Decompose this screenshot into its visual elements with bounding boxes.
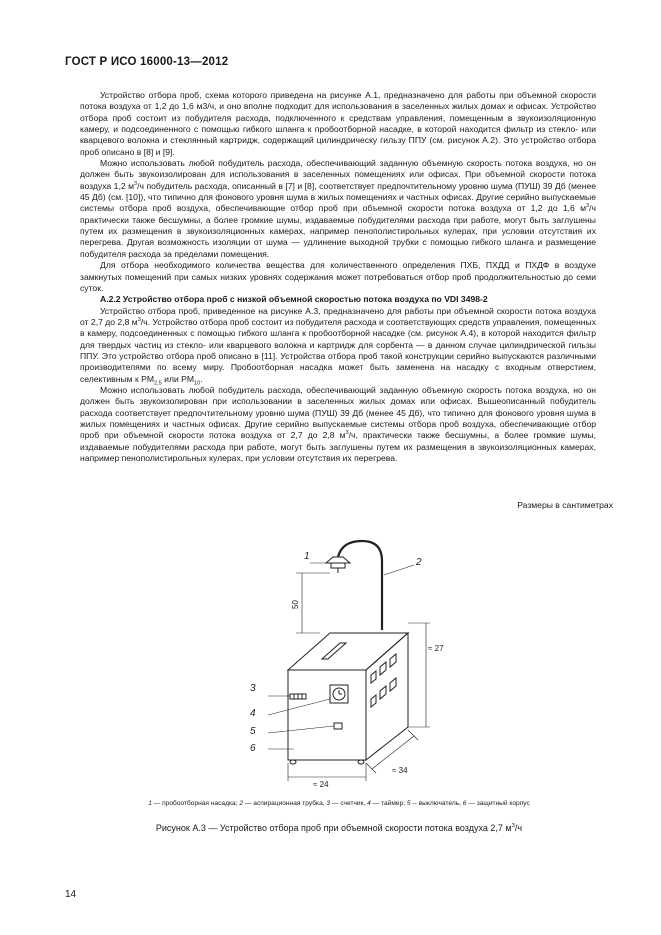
sampling-head bbox=[326, 557, 350, 573]
figure-caption: Рисунок А.3 — Устройство отбора проб при объемной скорости потока воздуха 2,7 $м^3/ч$ bbox=[155, 823, 523, 833]
dim-label-24: ≈ 24 bbox=[313, 780, 329, 789]
dimension-50 bbox=[296, 573, 330, 633]
counter-display bbox=[290, 694, 306, 699]
sampler-drawing bbox=[230, 535, 450, 795]
timer-dial bbox=[330, 685, 348, 703]
paragraph: Устройство отбора проб, приведенное на рисунке А.3, предназначено для работы при объемной скорости потока воздуха от 2,7 до 2,8 $м^3/ч$. Устройство отбора проб состоит из побудителя расхода и соответствующих средств управления, помещенных в камеру, подсоединенных с помощью гибкого шланга к пробоотборной насадке (см. рисунок А.4), в которой находится фильтр для твердых частиц из стекло- или кварцевого волокна и картридж для сорбента — в данном случае цилиндрической гильзы ППУ. Это устройство отбора проб описано в [11]. Устройства отбора проб такой конструкции серийно выпускаются различными производителями по всему миру. Пробоотборная насадка может быть заменена на насадку с входным отверстием, селективным к $PM_{2,5}$ или $PM_{10}$. bbox=[80, 305, 596, 387]
figure-legend: 1 — пробоотборная насадка; 2 — аспирационная трубка, 3 — счетчик, 4 — таймер; 5 -- выключатель, 6 — защитный корпус bbox=[148, 800, 530, 807]
dim-label-34: ≈ 34 bbox=[392, 766, 408, 775]
dim-label-27: ≈ 27 bbox=[428, 644, 444, 653]
paragraph: Устройство отбора проб, схема которого приведена на рисунке А.1, предназначено для работы при объемной скорости потока воздуха от 1,2 до 1,6 м3/ч, и оно вполне подходит для использования в заселенных жилых домах и офисах. Устройство отбора проб состоит из побудителя расхода, подключенного к средствам управления, помещенным в звукоизоляционную камеру, и подсоединенного с помощью гибкого шланга к пробоотборной насадке, в которой находится фильтр из стекло- или кварцевого волокна и стеклянный картридж, содержащий цилиндрическу гильзу ППУ (см. рисунок А.2). Это устройство отбора проб описано в [8] и [9]. bbox=[80, 90, 596, 157]
dim-label-50: 50 bbox=[291, 600, 300, 609]
dimension-27 bbox=[408, 623, 430, 727]
body-text bbox=[80, 90, 596, 464]
page-number: 14 bbox=[65, 889, 77, 900]
dimension-24 bbox=[288, 763, 366, 781]
switch bbox=[334, 723, 342, 729]
page-header: ГОСТ Р ИСО 16000-13—2012 bbox=[65, 56, 229, 68]
paragraph: Можно использовать любой побудитель расхода, обеспечивающий заданную объемную скорость потока воздуха, но он должен быть звукоизолирован при использовании в заселенных жилых домах или офисах. Вышеописанный побудитель расхода соответствует предпочтительному уровню шума (ПУШ) 39 Дб (менее 45 Дб), что типично для фонового уровня шума в жилых помещениях и частных офисах. Другие серийно выпускаемые системы отбора проб воздуха, обеспечивающие отбор проб при объемной скорости потока воздуха от 2,7 до 2,8 $м^3/ч$, практически также бесшумны, а более громкие шумы, издаваемые побудителями расхода при работе, могут быть заглушены путем их размещения в звукоизоляционных камерах, например пенополистирольных кулерах, при условии отсутствия их перегрева. bbox=[80, 384, 596, 463]
paragraph: Для отбора необходимого количества вещества для количественного определения ПХБ, ПХДД и ПХДФ в воздухе замкнутых помещений при самых низких уровнях содержания может потребоваться отбор проб продолжительностью до семи суток. bbox=[80, 260, 596, 293]
callout-3: 3 bbox=[250, 683, 256, 694]
callout-6: 6 bbox=[250, 743, 256, 754]
callout-4: 4 bbox=[250, 708, 256, 719]
paragraph: Можно использовать любой побудитель расхода, обеспечивающий заданную объемную скорость потока воздуха, но он должен быть звукоизолирован для использования в заселенных помещениях или офисах. При объемной скорости потока воздуха 1,2 $м^3/ч$ побудитель расхода, описанный в [7] и [8], соответствует предпочтительному уровню шума (ПУШ) 39 Дб (менее 45 Дб) (см. [10]), что типично для фонового уровня шума в жилых помещениях и частных офисах. Другие серийно выпускаемые системы отбора проб воздуха, обеспечивающие отбор проб при объемной скорости потока воздуха от 1,2 до 1,6 $м^3/ч$ практически также бесшумны, а более громкие шумы, издаваемые побудителями расхода при работе, могут быть заглушены путем их размещения в звукоизоляционных камерах, например пенополистирольных кулерах, при условии отсутствия их перегрева. Другая возможность изоляции от шума — удлинение выходной трубки с помощью гибкого шланга и размещение побудителя расхода за пределами помещения. bbox=[80, 158, 597, 259]
figure-sampler-drawing bbox=[230, 535, 450, 795]
sizes-note: Размеры в сантиметрах bbox=[517, 500, 613, 510]
aspiration-tube bbox=[338, 541, 382, 630]
section-subheading: А.2.2 Устройство отбора проб с низкой объемной скоростью потока воздуха по VDI 3498-2 bbox=[100, 294, 488, 305]
callout-2: 2 bbox=[416, 557, 422, 568]
callout-5: 5 bbox=[250, 726, 256, 737]
callout-1: 1 bbox=[304, 551, 310, 562]
